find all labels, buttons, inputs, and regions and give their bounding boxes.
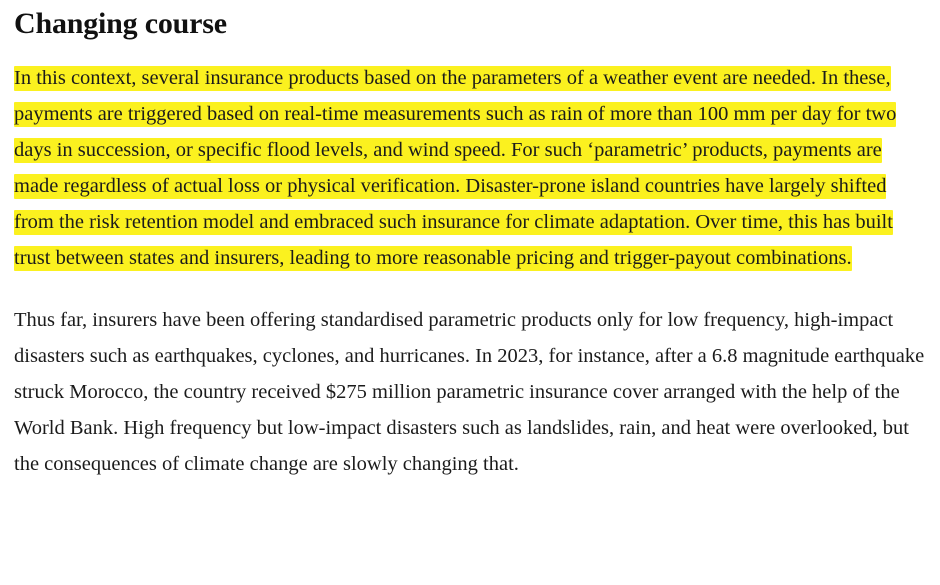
highlighted-text: In this context, several insurance products based on the parameters of a weather event are needed. In these, payments are triggered based on real-time measurements such as rain of more than 100 mm per day for two days in succession, or specific flood levels, and wind speed. For such ‘parametric’ products, payments are made regardless of actual loss or physical verification. Disaster-prone island countries have largely shifted from the risk retention model and embraced such insurance for climate adaptation. Over time, this has built trust between states and insurers, leading to more reasonable pricing and trigger-payout combinations.	[14, 67, 897, 269]
page-title: Changing course	[14, 7, 227, 40]
paragraph-highlighted	[14, 60, 926, 276]
paragraph-plain: Thus far, insurers have been offering standardised parametric products only for low frequency, high-impact disasters such as earthquakes, cyclones, and hurricanes. In 2023, for instance, after a 6.8 magnitude earthquake struck Morocco, the country received $275 million parametric insurance cover arranged with the help of the World Bank. High frequency but low-impact disasters such as landslides, rain, and heat were overlooked, but the consequences of climate change are slowly changing that.	[14, 309, 925, 475]
